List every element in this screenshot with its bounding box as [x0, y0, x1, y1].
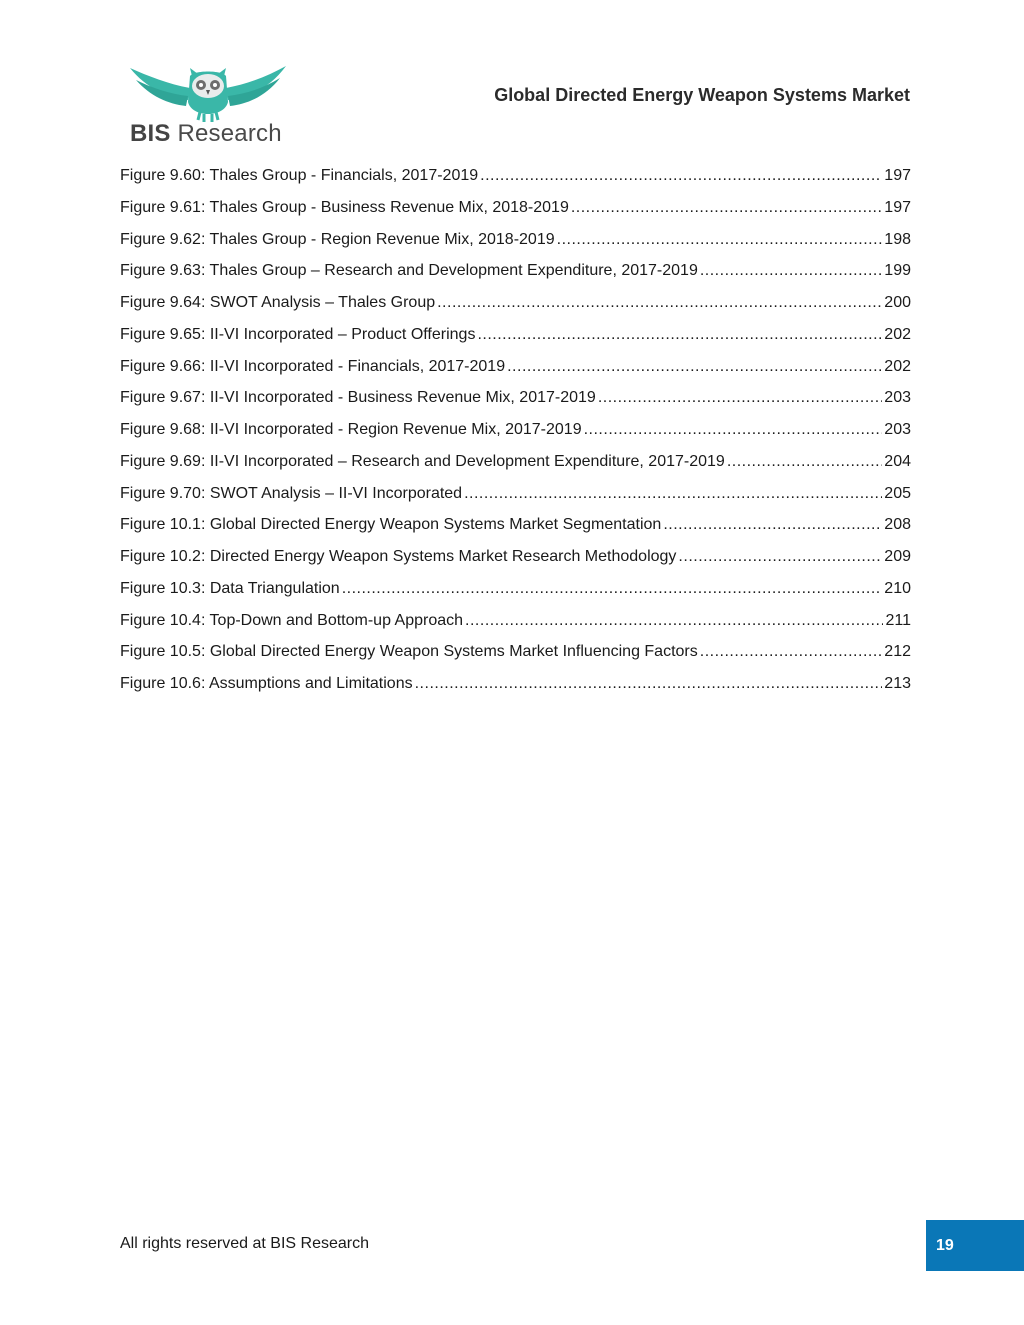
- toc-entry[interactable]: [120, 421, 911, 453]
- toc-entry-label: Figure 9.69: II-VI Incorporated – Research and Development Expenditure, 2017-2019: [120, 452, 725, 470]
- toc-entry-page: 202: [884, 325, 911, 343]
- toc-entry[interactable]: [120, 548, 911, 580]
- toc-entry-page: 198: [884, 230, 911, 248]
- toc-dot-leader: [700, 643, 883, 661]
- toc-entry-label: Figure 9.62: Thales Group - Region Revenue Mix, 2018-2019: [120, 230, 555, 248]
- toc-entry-page: 211: [885, 611, 911, 629]
- logo-text: [130, 120, 282, 148]
- toc-entry[interactable]: [120, 262, 911, 294]
- toc-entry-label: Figure 10.1: Global Directed Energy Weapon Systems Market Segmentation: [120, 516, 662, 534]
- toc-entry-page: 213: [884, 675, 911, 692]
- toc-entry-page: 209: [884, 548, 911, 565]
- toc-dot-leader: [700, 262, 882, 280]
- toc-dot-leader: [571, 199, 882, 217]
- toc-entry[interactable]: [120, 612, 911, 644]
- toc-dot-leader: [415, 675, 883, 693]
- toc-entry-page: 204: [884, 452, 911, 470]
- toc-entry-label: Figure 9.60: Thales Group - Financials, 2017-2019: [120, 167, 479, 184]
- toc-entry-label: Figure 10.4: Top-Down and Bottom-up Approach: [120, 611, 464, 629]
- toc-entry[interactable]: [120, 326, 911, 358]
- toc-entry-page: 197: [884, 167, 911, 184]
- toc-dot-leader: [557, 231, 883, 249]
- toc-entry-label: Figure 9.63: Thales Group – Research and Development Expenditure, 2017-2019: [120, 262, 698, 280]
- toc-entry[interactable]: [120, 485, 911, 517]
- toc-entry-page: 203: [884, 421, 911, 438]
- document-title: Global Directed Energy Weapon Systems Market: [494, 85, 910, 105]
- toc-entry-label: Figure 9.70: SWOT Analysis – II-VI Incorporated: [120, 484, 463, 502]
- page-number-badge: 19: [926, 1220, 1024, 1271]
- toc-entry[interactable]: [120, 231, 911, 263]
- toc-dot-leader: [678, 548, 882, 566]
- toc-entry[interactable]: [120, 167, 911, 199]
- owl-icon: [128, 62, 288, 124]
- toc-entry[interactable]: [120, 389, 911, 421]
- toc-entry-label: Figure 9.66: II-VI Incorporated - Financials, 2017-2019: [120, 357, 506, 375]
- toc-entry-label: Figure 10.6: Assumptions and Limitations: [120, 675, 413, 692]
- toc-entry-page: 205: [884, 484, 911, 502]
- toc-entry-page: 203: [884, 389, 911, 407]
- toc-dot-leader: [465, 612, 883, 630]
- toc-entry[interactable]: [120, 358, 911, 390]
- toc-entry[interactable]: [120, 453, 911, 485]
- toc-dot-leader: [663, 516, 882, 534]
- toc-dot-leader: [507, 358, 882, 376]
- toc-entry[interactable]: [120, 294, 911, 326]
- toc-entry-label: Figure 10.5: Global Directed Energy Weapon Systems Market Influencing Factors: [120, 643, 698, 661]
- toc-dot-leader: [464, 485, 882, 503]
- toc-entry-page: 210: [884, 579, 911, 597]
- table-of-figures: [120, 167, 911, 707]
- toc-entry-label: Figure 9.67: II-VI Incorporated - Business Revenue Mix, 2017-2019: [120, 389, 596, 407]
- footer-copyright: All rights reserved at BIS Research: [120, 1235, 369, 1252]
- logo-text-bold: BIS: [130, 120, 171, 147]
- toc-entry[interactable]: [120, 199, 911, 231]
- toc-entry[interactable]: [120, 675, 911, 707]
- toc-entry[interactable]: [120, 580, 911, 612]
- toc-dot-leader: [727, 453, 882, 471]
- toc-entry-label: Figure 9.68: II-VI Incorporated - Region Revenue Mix, 2017-2019: [120, 421, 582, 438]
- toc-entry-label: Figure 9.65: II-VI Incorporated – Product Offerings: [120, 325, 476, 343]
- toc-dot-leader: [477, 326, 882, 344]
- toc-entry-label: Figure 10.3: Data Triangulation: [120, 579, 340, 597]
- toc-entry-page: 200: [884, 294, 911, 311]
- logo-text-regular: Research: [170, 120, 282, 147]
- toc-entry-page: 199: [884, 262, 911, 280]
- toc-entry-label: Figure 9.64: SWOT Analysis – Thales Group: [120, 294, 436, 311]
- toc-entry-page: 212: [884, 643, 911, 661]
- toc-dot-leader: [584, 421, 883, 439]
- toc-entry[interactable]: [120, 643, 911, 675]
- toc-entry-page: 208: [884, 516, 911, 534]
- toc-entry-page: 202: [884, 357, 911, 375]
- toc-entry[interactable]: [120, 516, 911, 548]
- toc-dot-leader: [598, 389, 882, 407]
- toc-dot-leader: [437, 294, 882, 312]
- toc-entry-page: 197: [884, 198, 911, 216]
- toc-dot-leader: [480, 167, 882, 185]
- toc-entry-label: Figure 10.2: Directed Energy Weapon Systems Market Research Methodology: [120, 548, 677, 565]
- toc-entry-label: Figure 9.61: Thales Group - Business Revenue Mix, 2018-2019: [120, 198, 569, 216]
- toc-dot-leader: [342, 580, 883, 598]
